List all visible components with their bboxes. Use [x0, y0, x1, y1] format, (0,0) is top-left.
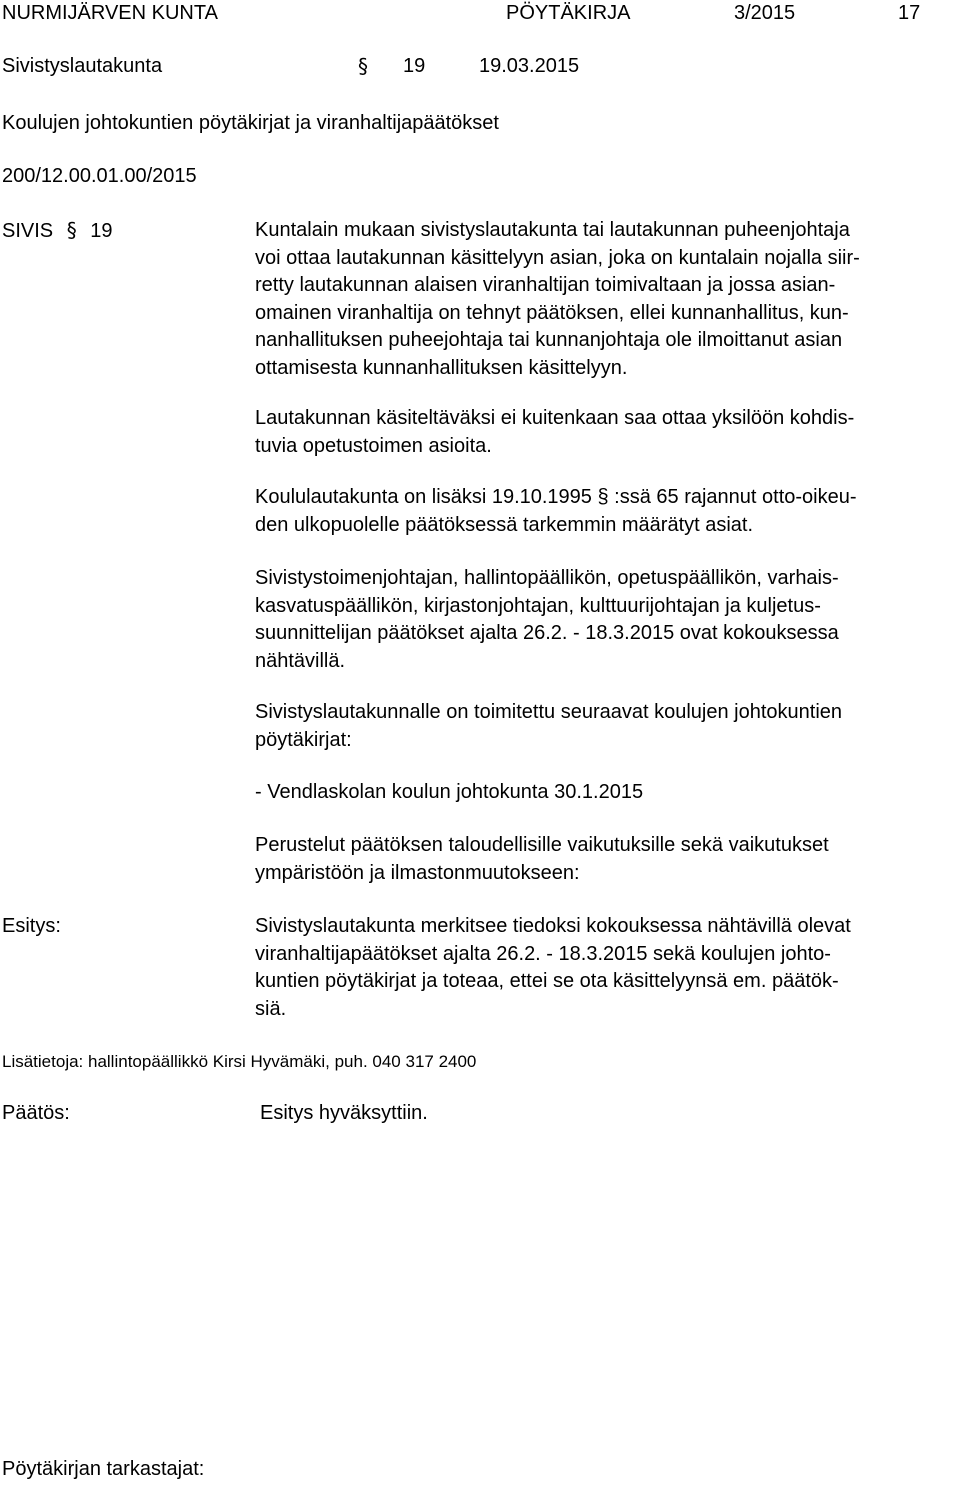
paragraph-3 [255, 484, 945, 539]
paragraph-line: Perustelut päätöksen taloudellisille vaikutuksille sekä vaikutukset [255, 834, 829, 856]
section-number: 19 [403, 55, 426, 77]
paragraph-line: Lautakunnan käsiteltäväksi ei kuitenkaan saa ottaa yksilöön kohdis- [255, 407, 855, 429]
proposal-line: viranhaltijapäätökset ajalta 26.2. - 18.3.2015 sekä koulujen johto- [255, 942, 831, 965]
section-label [2, 217, 113, 245]
paragraph-line: ottamisesta kunnanhallituksen käsittelyyn. [255, 356, 628, 379]
paragraph-line: Sivistystoimenjohtajan, hallintopäällikön, opetuspäällikön, varhais- [255, 567, 839, 589]
decision-text: Esitys hyväksyttiin. [260, 1102, 428, 1124]
board-name: Sivistyslautakunta [2, 55, 163, 77]
proposal-text [255, 913, 945, 1023]
proposal-label: Esitys: [2, 915, 61, 937]
reviewers-label: Pöytäkirjan tarkastajat: [2, 1458, 205, 1480]
proposal-line: kuntien pöytäkirjat ja toteaa, ettei se ota käsittelyynsä em. päätök- [255, 970, 839, 992]
section-label-number: 19 [90, 220, 113, 242]
paragraph-6 [255, 779, 945, 807]
page-title: Koulujen johtokuntien pöytäkirjat ja viranhaltijapäätökset [2, 112, 499, 134]
paragraph-line: Koululautakunta on lisäksi 19.10.1995 § :ssä 65 rajannut otto-oikeu- [255, 486, 857, 508]
paragraph-line: kasvatuspäällikön, kirjastonjohtajan, kulttuurijohtajan ja kuljetus- [255, 594, 821, 617]
paragraph-line: tuvia opetustoimen asioita. [255, 434, 492, 457]
document-number: 3/2015 [734, 2, 796, 24]
paragraph-5 [255, 699, 945, 754]
paragraph-line: retty lautakunnan alaisen viranhaltijan toimivaltaan ja jossa asian- [255, 274, 836, 296]
paragraph-line: - Vendlaskolan koulun johtokunta 30.1.2015 [255, 781, 644, 803]
page-number: 17 [898, 2, 921, 24]
municipality-name: NURMIJÄRVEN KUNTA [2, 2, 218, 24]
paragraph-line: nähtävillä. [255, 649, 346, 672]
proposal-line: Sivistyslautakunta merkitsee tiedoksi kokouksessa nähtävillä olevat [255, 915, 851, 937]
paragraph-line: omainen viranhaltija on tehnyt päätöksen, ellei kunnanhallitus, kun- [255, 301, 849, 324]
paragraph-line: voi ottaa lautakunnan käsittelyyn asian, joka on kuntalain nojalla siir- [255, 246, 860, 269]
paragraph-line: pöytäkirjat: [255, 728, 352, 751]
paragraph-line: ympäristöön ja ilmastonmuutokseen: [255, 861, 580, 884]
paragraph-1 [255, 217, 945, 382]
paragraph-line: suunnittelijan päätökset ajalta 26.2. - 18.3.2015 ovat kokouksessa [255, 622, 839, 644]
meeting-date: 19.03.2015 [479, 55, 580, 77]
paragraph-2 [255, 405, 945, 460]
paragraph-line: nanhallituksen puheejohtaja tai kunnanjohtaja ole ilmoittanut asian [255, 329, 843, 351]
section-sign: § [358, 54, 368, 78]
paragraph-line: Sivistyslautakunnalle on toimitettu seuraavat koulujen johtokuntien [255, 701, 843, 723]
paragraph-line: den ulkopuolelle päätöksessä tarkemmin määrätyt asiat. [255, 513, 754, 536]
decision-label: Päätös: [2, 1102, 70, 1124]
record-number: 200/12.00.01.00/2015 [2, 165, 197, 187]
proposal-line: siä. [255, 997, 287, 1020]
paragraph-line: Kuntalain mukaan sivistyslautakunta tai lautakunnan puheenjohtaja [255, 219, 850, 241]
section-label-prefix: SIVIS [2, 220, 54, 242]
document-type: PÖYTÄKIRJA [506, 2, 631, 24]
paragraph-7 [255, 832, 945, 887]
section-label-sign: § [66, 218, 77, 242]
paragraph-4 [255, 565, 945, 675]
more-info: Lisätietoja: hallintopäällikkö Kirsi Hyvämäki, puh. 040 317 2400 [2, 1052, 477, 1071]
